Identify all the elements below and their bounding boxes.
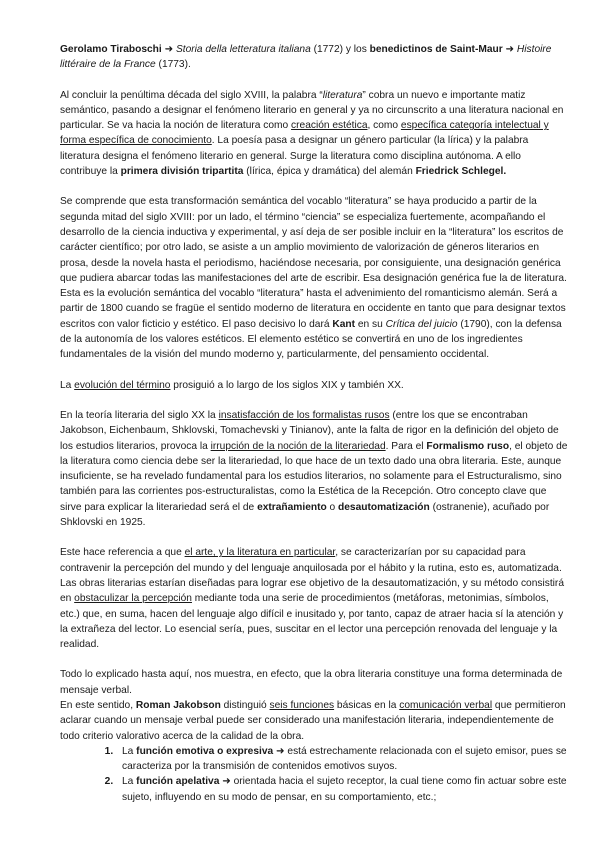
author-tiraboschi: Gerolamo Tiraboschi — [60, 44, 162, 55]
functions-list — [60, 744, 570, 805]
list-item: 2. La función apelativa ➜ orientada hacia el sujeto receptor, la cual tiene como fin actuar sobre este sujeto, influyendo en su modo de pensar, en su comportamiento, etc.; — [116, 774, 570, 805]
paragraph-evolucion: La evolución del término prosiguió a lo largo de los siglos XIX y también XX. — [60, 379, 404, 391]
paragraph-jakobson: En este sentido, Roman Jakobson distinguió seis funciones básicas en la comunicación verbal que permitieron aclarar cuando un mensaje verbal puede ser considerado una manifestación literaria, independientemente de todo criterio valorativo acerca de la calidad de la obra. — [60, 699, 566, 742]
paragraph-mensaje-verbal: Todo lo explicado hasta aquí, nos muestra, en efecto, que la obra literaria constituye una forma determinada de mensaje verbal. — [60, 669, 563, 696]
header-paragraph: Gerolamo Tiraboschi ➜ Storia della letteratura italiana (1772) y los benedictinos de Saint-Maur ➜ Histoire littéraire de la France (1773). — [60, 44, 552, 71]
paragraph-literatura-matiz: Al concluir la penúltima década del siglo XVIII, la palabra “literatura” cobra un nuevo e importante matiz semántico, pasando a designar el fenómeno literario en general y ya no circunscrito a una literatura nacional en particular. Se va hacia la noción de literatura como creación estética, como específica categoría intelectual y forma específica de conocimiento. La poesía pasa a designar un género particular (la lírica) y la palabra literatura designa el fenómeno literario en general. Surge la literatura como disciplina autónoma. A ello contribuye la primera división tripartita (lírica, épica y dramática) del alemán Friedrick Schlegel. — [60, 89, 564, 178]
author-saint-maur: benedictinos de Saint-Maur — [369, 44, 503, 55]
list-item: 1. La función emotiva o expresiva ➜ está estrechamente relacionada con el sujeto emisor, pues se caracteriza por la transmisión de contenidos emotivos suyos. — [116, 744, 570, 775]
paragraph-desautomatizacion: Este hace referencia a que el arte, y la literatura en particular, se caracterizarían por su capacidad para contravenir la percepción del mundo y del lenguaje anquilosada por el hábito y la rutina, esto es, automatizada. Las obras literarias estarían diseñadas para lograr ese objetivo de la desautomatización, y su método consistirá en obstaculizar la percepción mediante toda una serie de procedimientos (metáforas, metonimias, símbolos, etc.) que, en suma, hacen del lenguaje algo difícil e inusitado y, por tanto, capaz de atraer hacia sí la atención y la extrañeza del lector. Lo esencial sería, pues, suscitar en el lector una percepción renovada del lenguaje y la realidad. — [60, 547, 564, 651]
arrow-icon: ➜ — [505, 44, 515, 55]
book-title-histoire: Histoire littéraire de la France — [60, 44, 552, 71]
arrow-icon: ➜ — [276, 745, 285, 757]
paragraph-formalistas-rusos: En la teoría literaria del siglo XX la insatisfacción de los formalistas rusos (entre los que se encontraban Jakobson, Eichenbaum, Shklovski, Tomachevski y Tinianov), ante la falta de rigor en la definición del objeto de los estudios literarios, provoca la irrupción de la noción de la literariedad. Para el Formalismo ruso, el objeto de la literatura como ciencia debe ser la literariedad, lo que hace de un texto dado una obra literaria. Este, aunque insuficiente, se ha revelado fundamental para los estudios literarios, no solamente para el Estructuralismo, sino también para las corrientes pos-estructuralistas, como la Estética de la Recepción. Otro concepto clave que sirve para explicar la literariedad será el de extrañamiento o desautomatización (ostranenie), acuñado por Shklovski en 1925. — [60, 409, 568, 529]
arrow-icon: ➜ — [222, 776, 231, 788]
paragraph-transformacion-semantica: Se comprende que esta transformación semántica del vocablo “literatura” se haya producido a partir de la segunda mitad del siglo XVIII: por un lado, el término “ciencia” se especializa fuertemente, acompañando el desarrollo de la ciencia inductiva y experimental, y así deja de ser posible incluir en la “literatura” los escritos de carácter científico; por otro lado, se asiste a un amplio movimiento de valorización de géneros literarios en prosa, desde la novela hasta el periodismo, haciéndose necesaria, por consiguiente, una designación genérica que pudiera abarcar todas las manifestaciones del arte de escribir. Esa designación genérica fue la de literatura. Esta es la evolución semántica del vocablo “literatura” hasta el advenimiento del romanticismo alemán. Será a partir de 1800 cuando se fragüe el sentido moderno de literatura en occidente en tanto que para designar textos escritos con valor ficticio y estético. El paso decisivo lo dará Kant en su Crítica del juicio (1790), con la defensa de la autonomía de los valores estéticos. El elemento estético se convertirá en uno de los ingredientes fundamentales de la visión del mundo moderno y, particularmente, del pensamiento occidental. — [60, 196, 567, 361]
book-title-storia: Storia della letteratura italiana — [175, 44, 311, 55]
arrow-icon: ➜ — [164, 44, 174, 55]
